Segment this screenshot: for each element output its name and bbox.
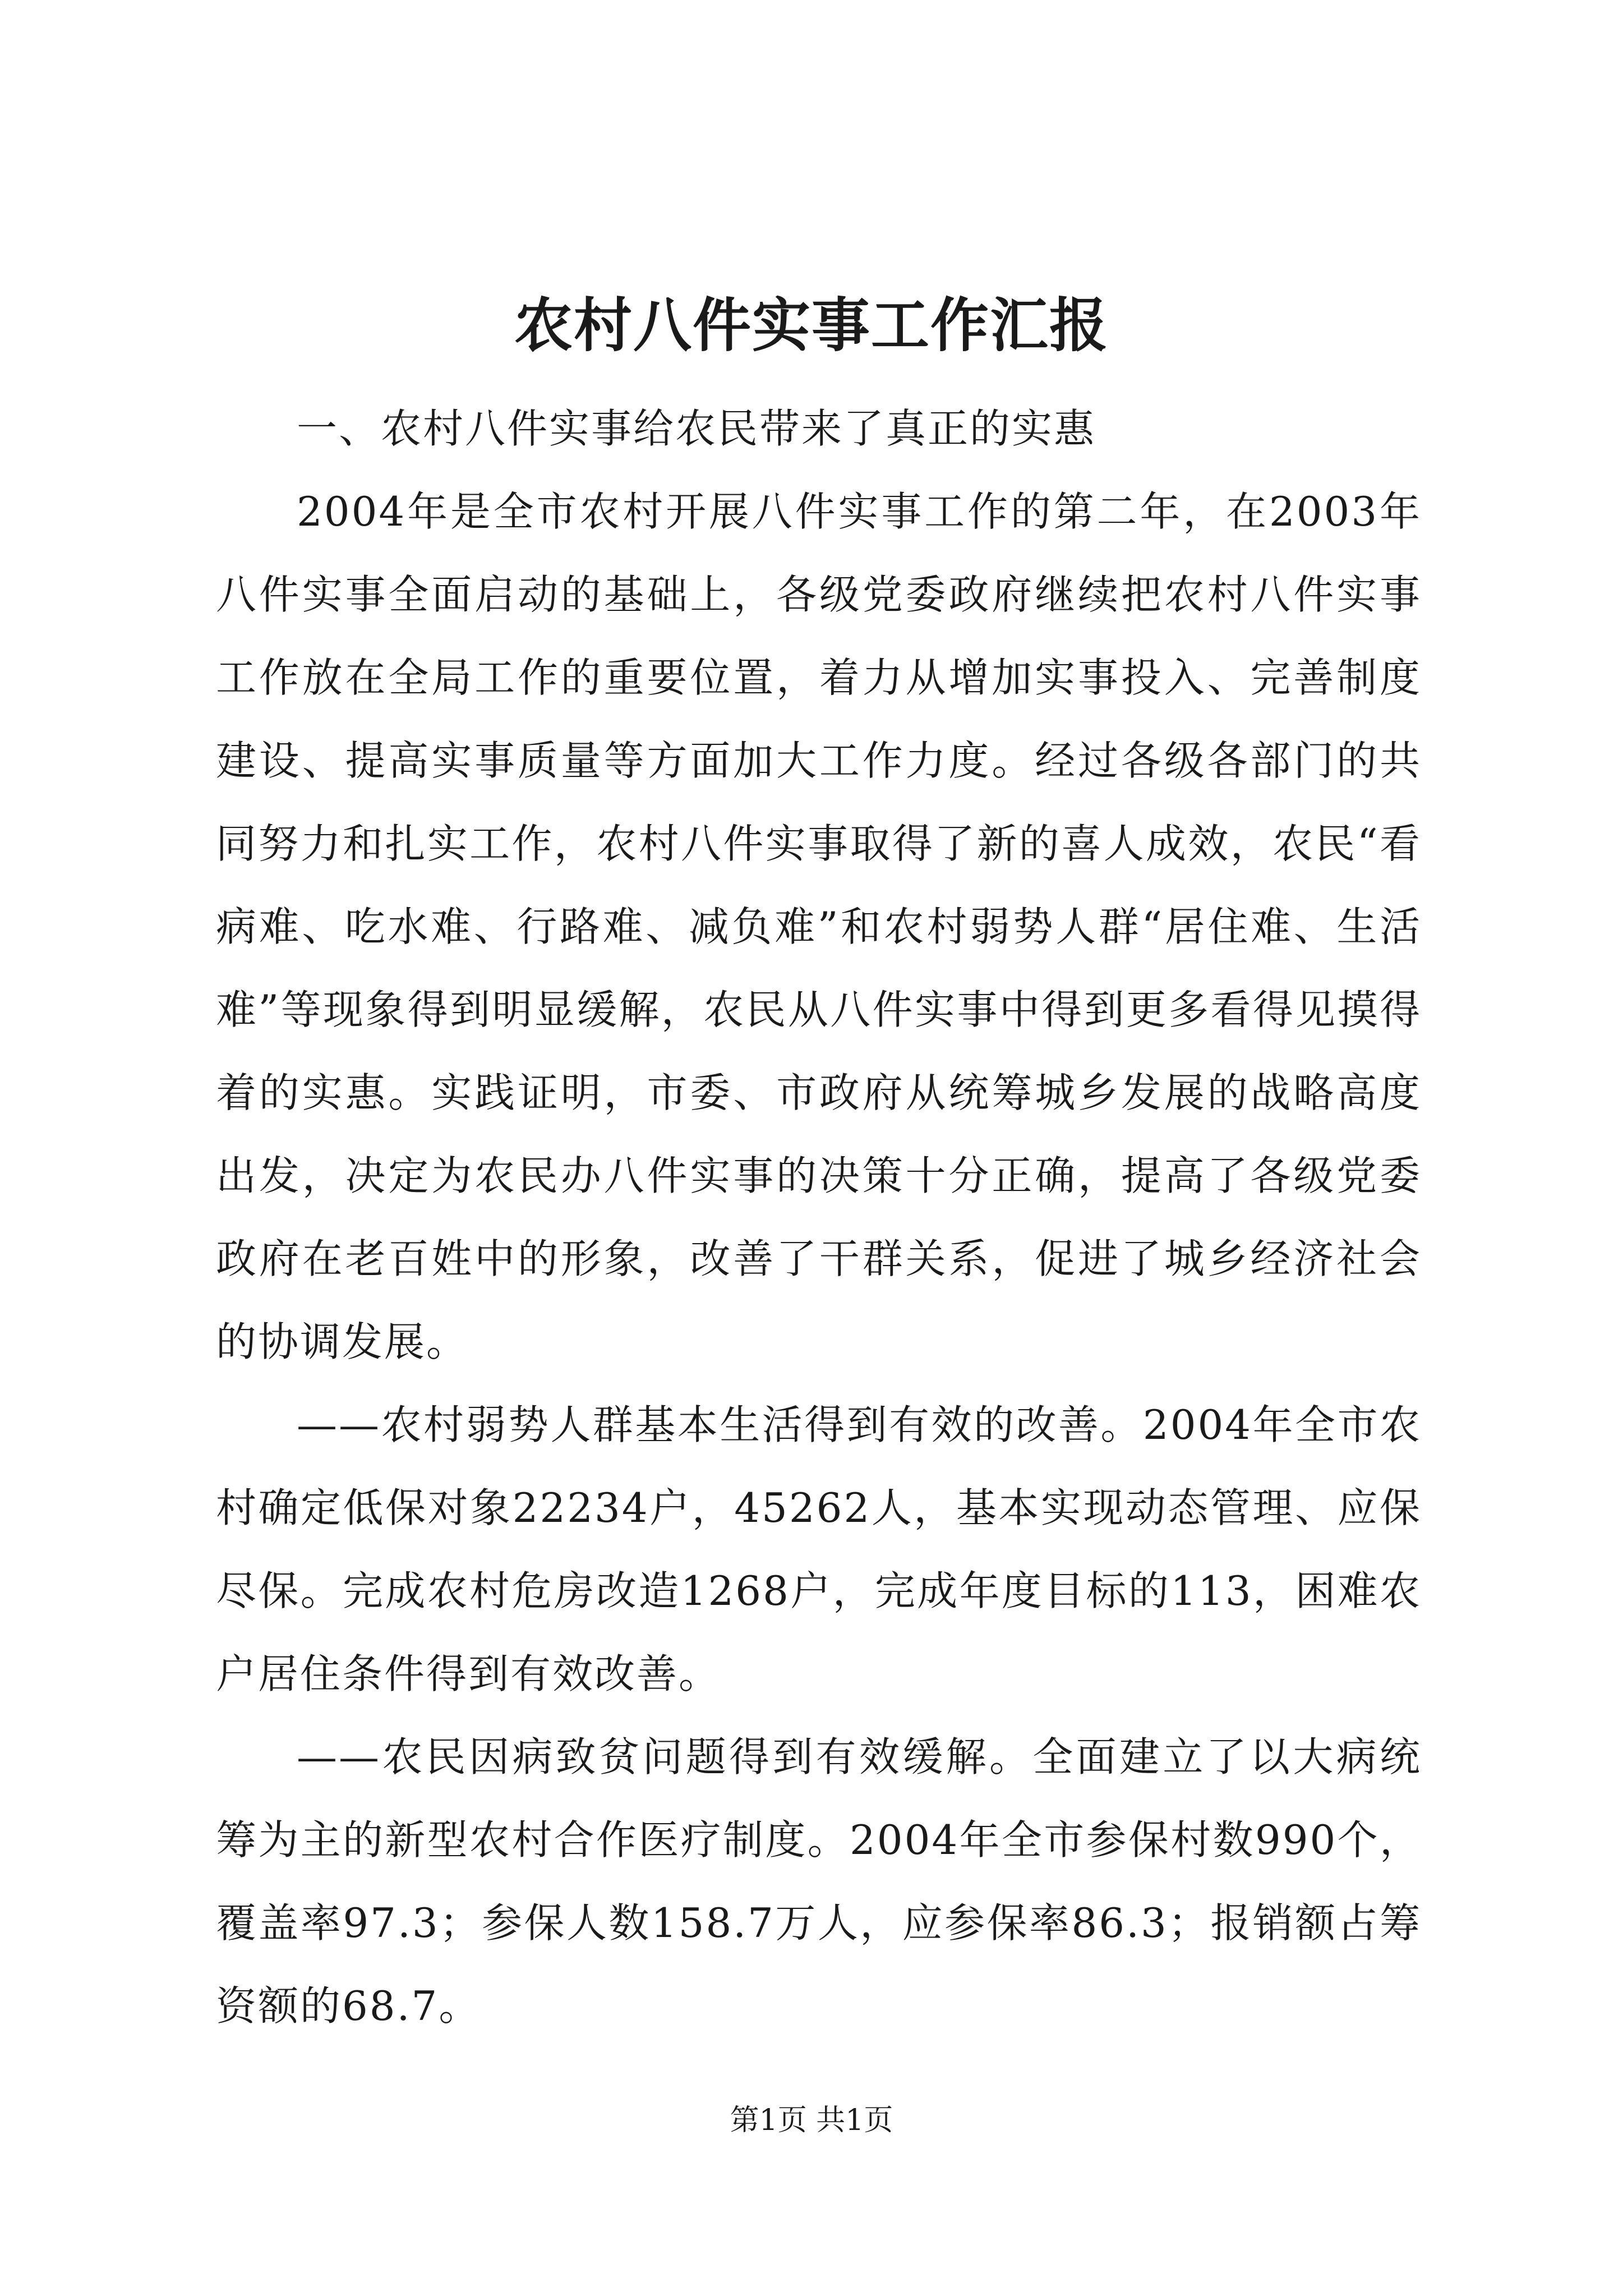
section-heading: 一、农村八件实事给农民带来了真正的实惠 <box>297 405 1096 452</box>
paragraph-medical-cooperation: ——农民因病致贫问题得到有效缓解。全面建立了以大病统筹为主的新型农村合作医疗制度。2004年全市参保村数990个，覆盖率97.3；参保人数158.7万人，应参保率86.3；报销额占筹资额的68.7。 <box>216 1733 1422 2030</box>
document-title: 农村八件实事工作汇报 <box>514 291 1109 360</box>
document-body <box>216 387 1422 2047</box>
paragraph-vulnerable-groups: ——农村弱势人群基本生活得到有效的改善。2004年全市农村确定低保对象22234户，45262人，基本实现动态管理、应保尽保。完成农村危房改造1268户，完成年度目标的113，困难农户居住条件得到有效改善。 <box>216 1401 1422 1697</box>
paragraph-intro: 2004年是全市农村开展八件实事工作的第二年，在2003年八件实事全面启动的基础上，各级党委政府继续把农村八件实事工作放在全局工作的重要位置，着力从增加实事投入、完善制度建设、提高实事质量等方面加大工作力度。经过各级各部门的共同努力和扎实工作，农村八件实事取得了新的喜人成效，农民“看病难、吃水难、行路难、减负难”和农村弱势人群“居住难、生活难”等现象得到明显缓解，农民从八件实事中得到更多看得见摸得着的实惠。实践证明，市委、市政府从统筹城乡发展的战略高度出发，决定为农民办八件实事的决策十分正确，提高了各级党委政府在老百姓中的形象，改善了干群关系，促进了城乡经济社会的协调发展。 <box>216 488 1422 1365</box>
page-number-footer: 第1页 共1页 <box>730 2104 893 2137</box>
